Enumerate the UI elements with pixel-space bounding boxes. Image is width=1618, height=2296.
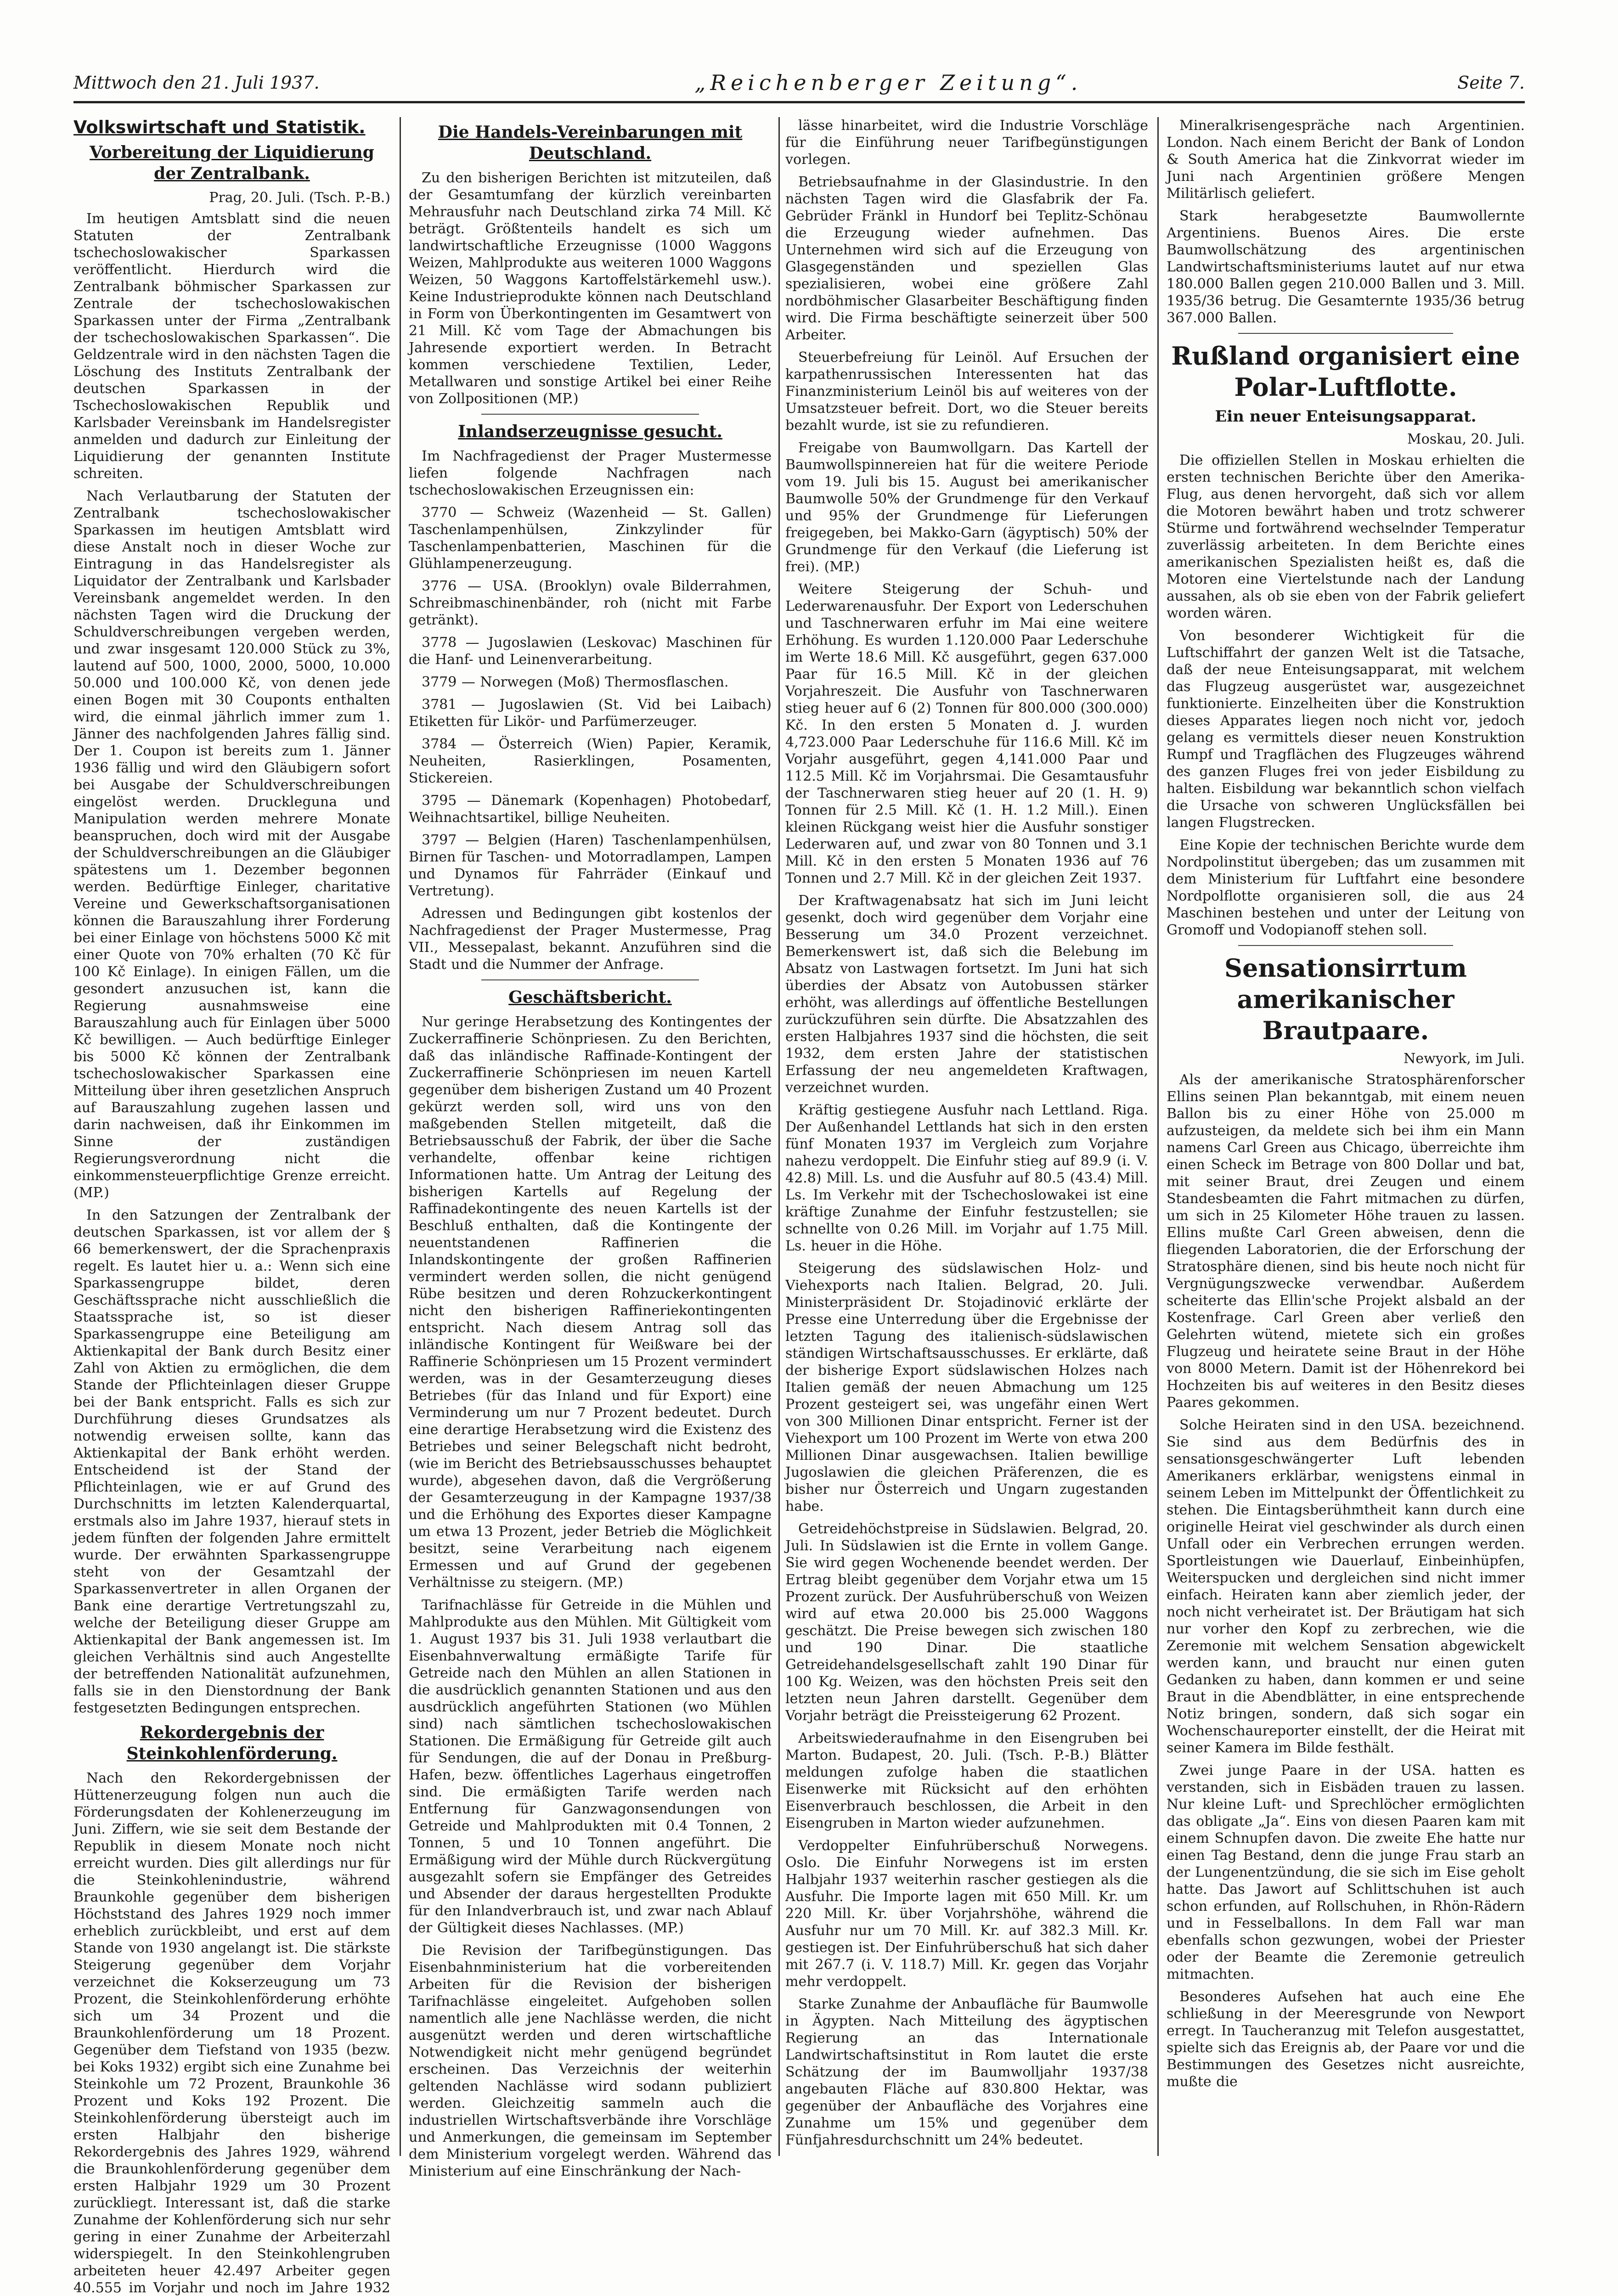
- paragraph: Nur geringe Herabsetzung des Kontingentes der Zuckerraffinerie Schönpriesen. Zu den Berichten, daß das inländische Raffinade-Kontingent der Zuckerraffinerie Schönpriesen im neuen Kartell gegenüber dem bisherigen Zustand um 40 Prozent gekürzt werden soll, wird uns von den maßgebenden Stellen mitgeteilt, daß die Betriebsausschuß der Fabrik, der über die Sache verhandelte, offenbar keine richtigen Informationen hatte. Um Antrag der Leitung des bisherigen Kartells auf Regelung der Raffinadekontingente des neuen Kartells ist der Beschluß enthalten, daß die Kontingente der neuentstandenen Raffinerien die Inlandskontingente der großen Raffinerien vermindert werden sollen, die nicht genügend Rübe besitzen und deren Rohzuckerkontingent nicht den bisherigen Raffineriekontingenten entspricht. Nach diesem Antrag soll das inländische Kontingent für Weißware bei der Raffinerie Schönpriesen um 15 Prozent vermindert werden, was in der Gesamterzeugung dieses Betriebes (für das Inland und für Export) eine Verminderung um nur 7 Prozent bedeutet. Durch eine derartige Herabsetzung wird die Existenz des Betriebes und seiner Belegschaft nicht bedroht, (wie im Bericht des Betriebsausschusses behauptet wurde), abgesehen davon, daß die Vergrößerung der Gesamterzeugung in der Kampagne 1937/38 und die Erhöhung des Exportes dieser Kampagne um etwa 13 Prozent, jeder Betrieb die Möglichkeit besitzt, seine Verarbeitung nach eigenem Ermessen und auf Grund der gegebenen Verhältnisse zu steigern. (MP.): [409, 1014, 772, 1591]
- paragraph: Die offiziellen Stellen in Moskau erhielten die ersten technischen Berichte über den Amerika-Flug, aus denen hervorgeht, daß sich vor allem die Motoren bewährt haben und trotz schwerer Stürme und fortwährend wechselnder Temperatur zuverlässig arbeiteten. In dem Berichte eines amerikanischen Spezialisten heißt es, daß die Motoren eine Viertelstunde nach der Landung aussahen, als ob sie eben von der Fabrik geliefert worden wären.: [1167, 452, 1525, 621]
- paragraph: Tarifnachlässe für Getreide in die Mühlen und Mahlprodukte aus den Mühlen. Mit Gültigkeit vom 1. August 1937 bis 31. Juli 1938 verlautbart die Eisenbahnverwaltung ermäßigte Tarife für Getreide nach den Mühlen an allen Stationen in die ausdrücklich genannten Stationen und aus den ausdrücklich angeführten Stationen (wo Mühlen sind) nach sämtlichen tschechoslowakischen Stationen. Die Ermäßigung für Getreide gilt auch für Sendungen, die auf der Donau in Preßburg-Hafen, bezw. öffentliches Lagerhaus eingetroffen sind. Die ermäßigten Tarife werden nach Entfernung für Ganzwagonsendungen von Getreide und Mahlprodukten mit 0.4 Tonnen, 2 Tonnen, 5 und 10 Tonnen angeführt. Die Ermäßigung wird der Mühle durch Rückvergütung ausgezahlt sofern sie Empfänger des Getreides und Absender der daraus hergestellten Produkte für den Inlandverbrauch ist, und zwar nach Ablauf der Gültigkeit dieses Nachlasses. (MP.): [409, 1597, 772, 1936]
- paragraph: Von besonderer Wichtigkeit für die Luftschiffahrt der ganzen Welt ist die Tatsache, daß der neue Enteisungsapparat, mit welchem das Flugzeug ausgerüstet war, ausgezeichnet funktionierte. Einzelheiten über die Konstruktion dieses Apparates liegen noch nicht vor, jedoch gelang es vermittels dieser neuen Konstruktion Rumpf und Tragflächen des Flugzeuges während des ganzen Fluges frei von jeder Eisbildung zu halten. Eisbildung war bekanntlich schon vielfach die Ursache von schweren Unglücksfällen bei langen Flugstrecken.: [1167, 628, 1525, 831]
- news-item: Kräftig gestiegene Ausfuhr nach Lettland. Riga. Der Außenhandel Lettlands hat sich in den ersten fünf Monaten 1937 im Vergleich zum Vorjahre nahezu verdoppelt. Die Einfuhr stieg auf 89.9 (i. V. 42.8) Mill. Ls. und die Ausfuhr auf 80.5 (43.4) Mill. Ls. Im Verkehr mit der Tschechoslowakei ist eine kräftige Zunahme der Einfuhr festzustellen; sie schnellte von 0.26 Mill. im Vorjahr auf 1.75 Mill. Ls. heuer in die Höhe.: [785, 1102, 1148, 1254]
- masthead-rule: [73, 101, 1525, 103]
- news-item: Betriebsaufnahme in der Glasindustrie. In den nächsten Tagen wird die Glasfabrik der Fa. Gebrüder Fränkl in Hundorf bei Teplitz-Schönau die Erzeugung wieder aufnehmen. Das Unternehmen wird sich auf die Erzeugung von Glasgegenständen und speziellen Glas spezialisieren, wobei eine größere Zahl nordböhmischer Glasarbeiter Beschäftigung finden wird. Die Firma beschäftigte seinerzeit über 500 Arbeiter.: [785, 174, 1148, 343]
- list-item: 3770 — Schweiz (Wazenheid — St. Gallen) Taschenlampenhülsen, Zinkzylinder für Taschenlampenbatterien, Maschinen für die Glühlampenerzeugung.: [409, 505, 772, 572]
- news-item: Freigabe von Baumwollgarn. Das Kartell der Baumwollspinnereien hat für die weitere Periode vom 19. Juli bis 15. August bei amerikanischer Baumwolle 50% der Grundmenge für den Verkauf und 95% der Grundmenge für Lieferungen freigegeben, bei Makko-Garn (ägyptisch) 50% der Grundmenge für den Verkauf (die Lieferung ist frei). (MP.): [785, 440, 1148, 575]
- column-rule: [1157, 117, 1159, 2156]
- masthead: [73, 69, 1525, 96]
- article-title: Sensationsirrtum amerikanischer Brautpaare.: [1224, 953, 1467, 1045]
- paragraph: In den Satzungen der Zentralbank der deutschen Sparkassen, ist vor allem der § 66 bemerkenswert, der die Sprachenpraxis regelt. Es lautet hier u. a.: Wenn sich eine Sparkassengruppe bildet, deren Geschäftssprache nicht ausschließlich die Staatssprache ist, so ist dieser Sparkassengruppe eine Beteiligung am Aktienkapital der Bank durch Besitz einer Zahl von Aktien zu ermöglichen, die dem Stande der Pflichteinlagen dieser Gruppe bei der Bank entspricht. Falls es sich zur Durchführung dieses Grundsatzes als notwendig erweisen sollte, kann das Aktienkapital der Bank erhöht werden. Entscheidend ist der Stand der Pflichteinlagen, wie er auf Grund des Durchschnitts im letzten Kalenderquartal, erstmals also im Jahre 1937, hierauf stets in jedem fünften der folgenden Jahre ermittelt wurde. Der erwähnten Sparkassengruppe steht von der Gesamtzahl der Sparkassenvertreter in allen Organen der Bank eine derartige Vertretungszahl zu, welche der Beteiligung dieser Gruppe am Aktienkapital der Bank angemessen ist. Im gleichen Verhältnis sind auch Angestellte der betreffenden Nationalität aufzunehmen, falls sie in den Dienstordnung der Bank festgesetzten Bedingungen entsprechen.: [73, 1207, 390, 1716]
- divider: [1238, 945, 1453, 946]
- list-item: 3797 — Belgien (Haren) Taschenlampenhülsen, Birnen für Taschen- und Motorradlampen, Lampen und Dynamos für Fahrräder (Einkauf und Vertretung).: [409, 832, 772, 899]
- paragraph: Zwei junge Paare in der USA. hatten es verstanden, sich in Eisbäden trauen zu lassen. Nur kleine Luft- und Sprechlöcher ermöglichten das obligate „Ja“. Eins von diesen Paaren kam mit einem Schnupfen davon. Die zweite Ehe hatte nur einen Tag Bestand, denn die junge Frau starb an der Lungenentzündung, die sie sich im Eise geholt hatte. Das Jawort auf Schlittschuhen ist auch schon erfunden, auf Rollschuhen, in Rhön-Rädern und in Fesselballons. In dem Fall war man ebenfalls schon gezwungen, wobei der Priester oder der Beamte die Zeremonie getreulich mitmachten.: [1167, 1762, 1525, 1982]
- issue-date: Mittwoch den 21. Juli 1937.: [73, 73, 320, 93]
- news-item: Getreidehöchstpreise in Südslawien. Belgrad, 20. Juli. In Südslawien ist die Ernte in vollem Gange. Sie wird gegen Wochenende beendet werden. Der Ertrag bleibt gegenüber dem Vorjahr etwa um 15 Prozent zurück. Der Ausfuhrüberschuß von Weizen wird auf etwa 20.000 bis 25.000 Waggons geschätzt. Die Preise bewegen sich zwischen 180 und 190 Dinar. Die staatliche Getreidehandelsgesellschaft zahlt 190 Dinar für 100 Kg. Weizen, was den höchsten Preis seit den letzten neun Jahren darstellt. Gegenüber dem Vorjahr beträgt die Preissteigerung 62 Prozent.: [785, 1521, 1148, 1724]
- column-rule: [400, 117, 401, 2156]
- news-item: Starke Zunahme der Anbaufläche für Baumwolle in Ägypten. Nach Mitteilung des ägyptischen Regierung an das Internationale Landwirtschaftsinstitut in Rom lautet die erste Schätzung der im Baumwolljahr 1937/38 angebauten Fläche auf 830.800 Hektar, was gegenüber der Anbaufläche des Vorjahres eine Zunahme um 15% und gegenüber dem Fünfjahresdurchschnitt um 24% bedeutet.: [785, 1996, 1148, 2148]
- paragraph: Eine Kopie der technischen Berichte wurde dem Nordpolinstitut übergeben; das um zusammen mit dem Ministerium für Luftfahrt eine besondere Nordpolflotte organisieren soll, die aus 24 Maschinen bestehen und unter der Leitung von Gromoff und Vodopianoff stehen soll.: [1167, 837, 1525, 938]
- news-item: Steuerbefreiung für Leinöl. Auf Ersuchen der karpathenrussischen Interessenten hat das Finanzministerium Leinöl bis auf weiteres von der Umsatzsteuer befreit. Dort, wo die Steuer bereits bezahlt wurde, ist sie zu refundieren.: [785, 349, 1148, 433]
- list-item: 3781 — Jugoslawien (St. Vid bei Laibach) Etiketten für Likör- und Parfümerzeuger.: [409, 697, 772, 730]
- news-item: Stark herabgesetzte Baumwollernte Argentiniens. Buenos Aires. Die erste Baumwollschätzung des argentinischen Landwirtschaftsministeriums lautet auf nur etwa 180.000 Ballen gegen 210.000 Ballen und 3. Mill. 1935/36 betrug. Die Gesamternte 1935/36 betrug 367.000 Ballen.: [1167, 208, 1525, 326]
- column-1: [73, 117, 390, 2296]
- divider: [1238, 333, 1453, 334]
- section-heading: Volkswirtschaft und Statistik.: [73, 117, 366, 137]
- column-2: [409, 117, 772, 2179]
- article-title: Vorbereitung der Liquidierung der Zentralbank.: [90, 143, 374, 183]
- newspaper-title: „Reichenberger Zeitung“.: [694, 70, 1082, 95]
- news-item: Arbeitswiederaufnahme in den Eisengruben bei Marton. Budapest, 20. Juli. (Tsch. P.-B.) Blätter meldungen zufolge haben die staatlichen Eisenwerke mit Rücksicht auf den erhöhten Eisenverbrauch beschlossen, die Arbeit in den Eisengruben in Marton wieder aufzunehmen.: [785, 1730, 1148, 1831]
- article-title: Rußland organisiert eine Polar-Luftflotte.: [1171, 341, 1520, 402]
- column-4: [1167, 117, 1525, 2156]
- news-item: Der Kraftwagenabsatz hat sich im Juni leicht gesenkt, doch wird gegenüber dem Vorjahr eine Besserung um 34.0 Prozent verzeichnet. Bemerkenswert ist, daß sich die Belebung im Absatz von Lastwagen fortsetzt. Im Juni hat sich überdies der Absatz von Autobussen stärker erhöht, was allerdings auf öffentliche Bestellungen zurückzuführen sein dürfte. Die Absatzzahlen des ersten Halbjahres 1937 sind die höchsten, die seit 1932, dem ersten Jahre der statistischen Erfassung der neu angemeldeten Kraftwagen, verzeichnet wurden.: [785, 893, 1148, 1096]
- divider: [481, 414, 699, 415]
- paragraph: Im Nachfragedienst der Prager Mustermesse liefen folgende Nachfragen nach tschechoslowakischen Erzeugnissen ein:: [409, 448, 772, 498]
- list-item: 3778 — Jugoslawien (Leskovac) Maschinen für die Hanf- und Leinenverarbeitung.: [409, 635, 772, 668]
- article-title: Inlandserzeugnisse gesucht.: [458, 422, 722, 441]
- paragraph: Als der amerikanische Stratosphärenforscher Ellins seinen Plan bekanntgab, mit einem neuen Ballon bis zu einer Höhe von 25.000 m aufzusteigen, da meldete sich bei ihm ein Mann namens Carl Green aus Chicago, überreichte ihm einen Scheck im Betrage von 800 Dollar und bat, mit seiner Braut, drei Zeugen und einem Standesbeamten die Fahrt mitmachen zu dürfen, um sich in 25 Kilometer Höhe trauen zu lassen. Ellins mußte Carl Green abweisen, denn die fliegenden Laboratorien, die der Erforschung der Stratosphäre dienen, sind bis heute noch nicht für Vergnügungszwecke verwendbar. Außerdem scheiterte das Ellin'sche Projekt alsbald an der Kostenfrage. Carl Green aber verließ den Gelehrten wütend, mietete sich ein großes Flugzeug und heiratete seine Braut in der Höhe von 8000 Metern. Damit ist der Höhenrekord bei Hochzeiten bis auf weiteres in den Besitz dieses Paares gekommen.: [1167, 1072, 1525, 1411]
- news-item: Weitere Steigerung der Schuh- und Lederwarenausfuhr. Der Export von Lederschuhen und Taschnerwaren erfuhr im Mai eine weitere Erhöhung. Es wurden 1.120.000 Paar Lederschuhe im Werte 18.6 Mill. Kč ausgeführt, gegen 637.000 Paar für 16.5 Mill. Kč in der gleichen Vorjahreszeit. Die Ausfuhr von Taschnerwaren stieg heuer auf 6 (2) Tonnen für 800.000 (300.000) Kč. In den ersten 5 Monaten d. J. wurden 4,723.000 Paar Lederschuhe für 116.6 Mill. Kč im Vorjahr ausgeführt, gegen 4,141.000 Paar und 112.5 Mill. Kč im Vorjahrsmai. Die Gesamtausfuhr der Taschnerwaren stieg heuer auf 20 (1. H. 9) Tonnen für 2.5 Mill. Kč (1. H. 1.2 Mill.). Einen kleinen Rückgang weist hier die Ausfuhr sonstiger Lederwaren auf, und zwar von 80 Tonnen und 3.1 Mill. Kč in den ersten 5 Monaten 1936 auf 76 Tonnen und 2.7 Mill. Kč in der gleichen Zeit 1937.: [785, 581, 1148, 886]
- column-rule: [778, 117, 780, 2156]
- paragraph: Im heutigen Amtsblatt sind die neuen Statuten der Zentralbank tschechoslowakischer Sparkassen veröffentlicht. Hierdurch wird die Zentralbank böhmischer Sparkassen zur Zentrale der tschechoslowakischen Sparkassen unter der Firma „Zentralbank der tschechoslowakischen Sparkassen“. Die Geldzentrale wird in den nächsten Tagen die Löschung des Instituts Zentralbank der deutschen Sparkassen in der Tschechoslowakischen Republik und Karlsbader Vereinsbank im Handelsregister anmelden und dadurch zur Einleitung der Liquidierung der genannten Institute schreiten.: [73, 211, 390, 482]
- news-item: Mineralkrisengespräche nach Argentinien. London. Nach einem Bericht der Bank of London & South America hat die Zinkvorrat wieder im Juni nach Argentinien größere Mengen Militärlisch geliefert.: [1167, 118, 1525, 202]
- paragraph: Adressen und Bedingungen gibt kostenlos der Nachfragedienst der Prager Mustermesse, Prag VII., Messepalast, bekannt. Anzuführen sind die Stadt und die Nummer der Anfrage.: [409, 906, 772, 973]
- paragraph: Zu den bisherigen Berichten ist mitzuteilen, daß der Gesamtumfang der kürzlich vereinbarten Mehrausfuhr nach Deutschland zirka 74 Mill. Kč beträgt. Größtenteils handelt es sich um landwirtschaftliche Erzeugnisse (1000 Waggons Weizen, Mahlprodukte aus weiteren 1000 Waggons Weizen, 50 Waggons Kartoffelstärkemehl usw.). Keine Industrieprodukte können nach Deutschland in Form von Überkontingenten im Gesamtwert von 21 Mill. Kč vom Tage der Abmachungen bis Jahresende exportiert werden. In Betracht kommen verschiedene Textilien, Leder, Metallwaren und sonstige Artikel bei einer Reihe von Zollpositionen (MP.): [409, 170, 772, 407]
- article-subtitle: Ein neuer Enteisungsapparat.: [1215, 407, 1477, 426]
- paragraph: Nach Verlautbarung der Statuten der Zentralbank tschechoslowakischer Sparkassen im heutigen Amtsblatt wird diese Anstalt noch in dieser Woche zur Eintragung in das Handelsregister als Liquidator der Zentralbank und Karlsbader Vereinsbank angemeldet werden. In den nächsten Tagen wird die Druckung der Schuldverschreibungen vergeben werden, und zwar insgesamt 120.000 Stück zu 3%, lautend auf 500, 1000, 2000, 5000, 10.000 50.000 und 100.000 Kč, von denen jede einen Bogen mit 30 Couponts enthalten wird, die einmal jährlich immer zum 1. Jänner des nachfolgenden Jahres fällig sind. Der 1. Coupon ist bereits zum 1. Jänner 1936 fällig und wird den Gläubigern sofort bei Ausgabe der Schuldverschreibungen eingelöst werden. Druckleguna und Manipulation werden mehrere Monate beanspruchen, doch wird mit der Ausgabe der Schuldverschreibungen an die Gläubiger spätestens um 1. Dezember begonnen werden. Bedürftige Einleger, charitative Vereine und Gewerkschaftsorganisationen können die Barauszahlung ihrer Forderung bei einer Einlage von höchstens 5000 Kč mit einer Quote von 70% erhalten (70 Kč für 100 Kč Einlage). In einigen Fällen, um die gesondert anzusuchen ist, kann die Regierung ausnahmsweise eine Barauszahlung auch für Einlagen über 5000 Kč bewilligen. — Auch bedürftige Einleger bis 5000 Kč können der Zentralbank tschechoslowakischer Sparkassen eine Mitteilung über ihren gesetzlichen Anspruch auf Barauszahlung zugehen lassen und darin nachweisen, daß ihr Einkommen im Sinne der zuständigen Regierungsverordnung nicht die einkommensteuerpflichtige Grenze erreicht. (MP.): [73, 488, 390, 1201]
- news-item: Verdoppelter Einfuhrüberschuß Norwegens. Oslo. Die Einfuhr Norwegens ist im ersten Halbjahr 1937 weiterhin rascher gestiegen als die Ausfuhr. Die Importe lagen mit 650 Mill. Kr. um 220 Mill. Kr. über Vorjahrshöhe, während die Ausfuhr nur um 70 Mill. Kr. auf 382.3 Mill. Kr. gestiegen ist. Der Einfuhrüberschuß hat sich daher mit 267.7 (i. V. 118.7) Mill. Kr. gegen das Vorjahr mehr verdoppelt.: [785, 1838, 1148, 1990]
- dateline: Newyork, im Juli.: [1404, 1051, 1525, 1067]
- list-item: 3784 — Österreich (Wien) Papier, Keramik, Neuheiten, Rasierklingen, Posamenten, Stickereien.: [409, 736, 772, 786]
- divider: [481, 979, 699, 980]
- dateline: Moskau, 20. Juli.: [1407, 431, 1525, 447]
- list-item: 3776 — USA. (Brooklyn) ovale Bilderrahmen, Schreibmaschinenbänder, roh (nicht mit Farbe getränkt).: [409, 578, 772, 628]
- list-item: 3779 — Norwegen (Moß) Thermosflaschen.: [422, 674, 729, 690]
- paragraph: Die Revision der Tarifbegünstigungen. Das Eisenbahnministerium hat die vorbereitenden Arbeiten für die Revision der bisherigen Tarifnachlässe eingeleitet. Aufgehoben sollen namentlich alle jene Nachlässe werden, die nicht ausgenützt werden und deren wirtschaftliche Notwendigkeit nicht mehr genügend begründet erscheinen. Das Verzeichnis der weiterhin geltenden Nachlässe wird sodann publiziert werden. Gleichzeitig sammeln auch die industriellen Wirtschaftsverbände ihre Vorschläge und Anmerkungen, die gemeinsam im September dem Ministerium vorgelegt werden. Während das Ministerium auf eine Einschränkung der Nach-: [409, 1942, 772, 2179]
- article-title: Die Handels-Vereinbarungen mit Deutschland.: [438, 123, 743, 163]
- paragraph: Besonderes Aufsehen hat auch eine Ehe schließung in der Meeresgrunde von Newport erregt. In Taucheranzug mit Telefon ausgestattet, spielte sich das Ereignis ab, der Paare vor und die Bestimmungen des Gesetzes nicht ausreichte, mußte die: [1167, 1989, 1525, 2090]
- column-3: [785, 117, 1148, 2156]
- article-title: Rekordergebnis der Steinkohlenförderung.: [126, 1723, 338, 1763]
- article-title: Geschäftsbericht.: [508, 988, 672, 1007]
- dateline: Prag, 20. Juli. (Tsch. P.-B.): [209, 190, 390, 206]
- paragraph: Nach den Rekordergebnissen der Hüttenerzeugung folgen nun auch die Förderungsdaten der Kohlenerzeugung im Juni. Ziffern, wie sie seit dem Bestande der Republik in diesem Monate noch nicht erreicht wurden. Dies gilt allerdings nur für die Steinkohlenindustrie, während Braunkohle gegenüber dem bisherigen Höchststand des Jahres 1929 noch immer erheblich zurückbleibt, und erst auf dem Stande von 1930 angelangt ist. Die stärkste Steigerung gegenüber dem Vorjahr verzeichnet die Kokserzeugung um 73 Prozent, die Steinkohlenförderung erhöhte sich um 34 Prozent und die Braunkohlenförderung um 18 Prozent. Gegenüber dem Tiefstand von 1935 (bezw. bei Koks 1932) ergibt sich eine Zunahme bei Steinkohle um 72 Prozent, Braunkohle 36 Prozent und Koks 192 Prozent. Die Steinkohlenförderung übersteigt auch im ersten Halbjahr den bisherige Rekordergebnis des Jahres 1929, während die Braunkohlenförderung gegenüber dem ersten Halbjahr 1929 um 30 Prozent zurückliegt. Interessant ist, daß die starke Zunahme der Kohlenförderung sich nur sehr gering in einer Zunahme der Arbeiterzahl widerspiegelt. In den Steinkohlengruben arbeiteten heuer 42.497 Arbeiter gegen 40.555 im Vorjahr und noch im Jahre 1932: [73, 1770, 390, 2296]
- list-item: 3795 — Dänemark (Kopenhagen) Photobedarf, Weihnachtsartikel, billige Neuheiten.: [409, 793, 772, 826]
- page-number: Seite 7.: [1457, 73, 1525, 93]
- news-item: Steigerung des südslawischen Holz- und Viehexports nach Italien. Belgrad, 20. Juli. Ministerpräsident Dr. Stojadinović erklärte der Presse eine Unterredung über die Ergebnisse der letzten Tagung des italienisch-südslawischen ständigen Wirtschaftsausschusses. Er erklärte, daß der bisherige Export südslawischen Holzes nach Italien gemäß der neuen Abmachung um 125 Prozent gesteigert sei, was ungefähr einen Wert von 300 Millionen Dinar entspricht. Ferner ist der Viehexport um 100 Prozent im Werte von etwa 200 Millionen Dinar ausgewachsen. Italien bewillige Jugoslawien die gleichen Präferenzen, die es bisher nur Österreich und Ungarn zugestanden habe.: [785, 1261, 1148, 1514]
- paragraph: Solche Heiraten sind in den USA. bezeichnend. Sie sind aus dem Bedürfnis des in sensationsgeschwängerter Luft lebenden Amerikaners erklärbar, wenigstens einmal in seinem Leben im Mittelpunkt der Öffentlichkeit zu stehen. Die Eintagsberühmtheit kann durch eine originelle Heirat viel geschwinder als durch einen Unfall oder ein Verbrechen errungen werden. Sportleistungen wie Dauerlauf, Einbeinhüpfen, Weiterspucken und dergleichen sind nicht immer einfach. Heiraten kann aber ziemlich jeder, der noch nicht verheiratet ist. Der Bräutigam hat sich nur vorher den Kopf zu zerbrechen, wie die Zeremonie mit welchem Sensation abgewickelt werden kann, und braucht nur einen guten Gedanken zu haben, dann kommen er und seine Braut in die Abendblätter, in eine entsprechende Notiz bringen, sondern, daß sich sogar ein Wochenschaureporter einstellt, der die Heirat mit seiner Kamera im Bilde festhält.: [1167, 1417, 1525, 1756]
- paragraph: lässe hinarbeitet, wird die Industrie Vorschläge für die Einführung neuer Tarifbegünstigungen vorlegen.: [785, 118, 1148, 168]
